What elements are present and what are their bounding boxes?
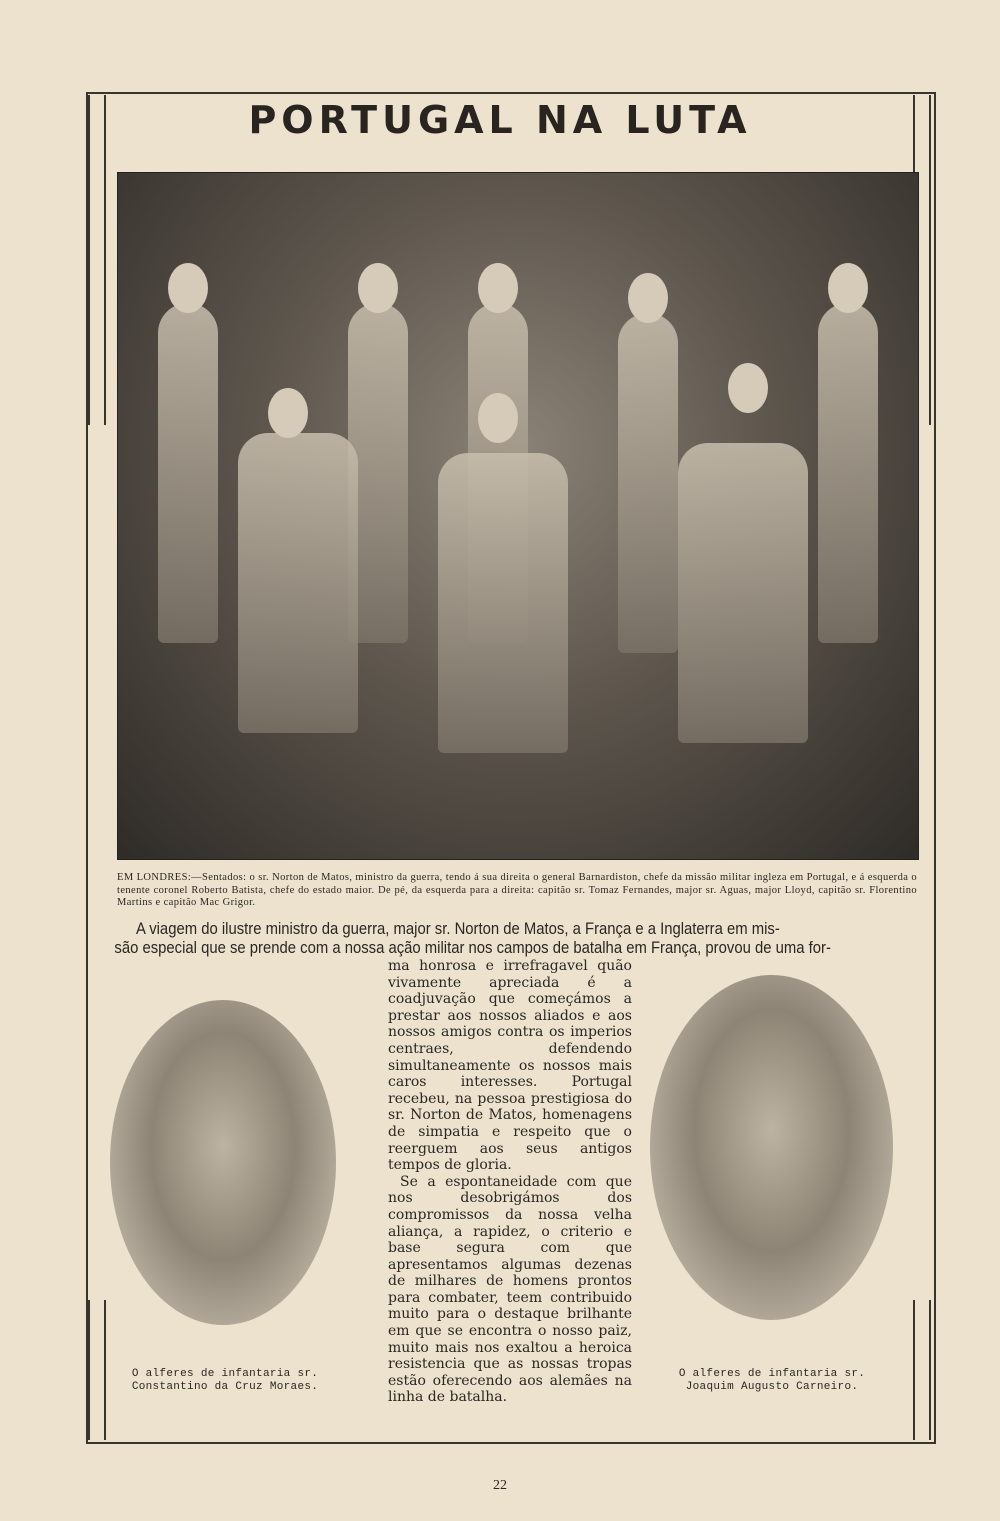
article-intro	[114, 920, 915, 958]
article-column	[388, 958, 632, 1406]
intro-line-2: são especial que se prende com a nossa ação militar nos campos de batalha em França, provou de uma for-	[114, 939, 831, 957]
portrait-right-caption: O alferes de infantaria sr. Joaquim Augusto Carneiro.	[678, 1368, 866, 1393]
page-number: 22	[493, 1478, 507, 1493]
portrait-left-caption: O alferes de infantaria sr. Constantino da Cruz Moraes.	[131, 1368, 319, 1393]
intro-line-1: A viagem do ilustre ministro da guerra, major sr. Norton de Matos, a França e a Inglaterra em mis-	[136, 920, 780, 938]
right-bottom-ornament	[913, 1300, 931, 1440]
left-bottom-ornament	[88, 1300, 106, 1440]
page-title: PORTUGAL NA LUTA	[248, 98, 752, 142]
group-photo-caption: EM LONDRES:—Sentados: o sr. Norton de Matos, ministro da guerra, tendo á sua direita o general Barnardiston, chefe da missão militar ingleza em Portugal, e á esquerda o tenente coronel Roberto Batista, chefe do estado maior. De pé, da esquerda para a direita: capitão sr. Tomaz Fernandes, major sr. Aguas, major Lloyd, capitão sr. Florentino Martins e capitão Mac Grigor.	[117, 872, 917, 908]
article-paragraph-1: ma honrosa e irrefragavel quão vivamente apreciada é a coadjuvação que começámos a prestar aos nossos aliados e aos nossos amigos contra os imperios centraes, defendendo simultaneamente os nossos mais caros interesses. Portugal recebeu, na pessoa prestigiosa do sr. Norton de Matos, homenagens de simpatia e respeito que o reerguem aos seus antigos tempos de gloria.	[388, 958, 632, 1174]
article-paragraph-2: Se a espontaneidade com que nos desobrigámos dos compromissos da nossa velha aliança, a rapidez, o criterio e base segura com que apresentamos algumas dezenas de milhares de homens prontos para combater, teem contribuido muito para o destaque brilhante em que se encontra o nosso paiz, muito mais nos exaltou a heroica resistencia que as nossas tropas estão oferecendo aos alemães na linha de batalha.	[388, 1173, 632, 1406]
portrait-right-photo	[650, 975, 893, 1320]
left-floral-ornament	[88, 95, 106, 425]
group-photo	[117, 172, 919, 860]
portrait-left-photo	[110, 1000, 336, 1325]
